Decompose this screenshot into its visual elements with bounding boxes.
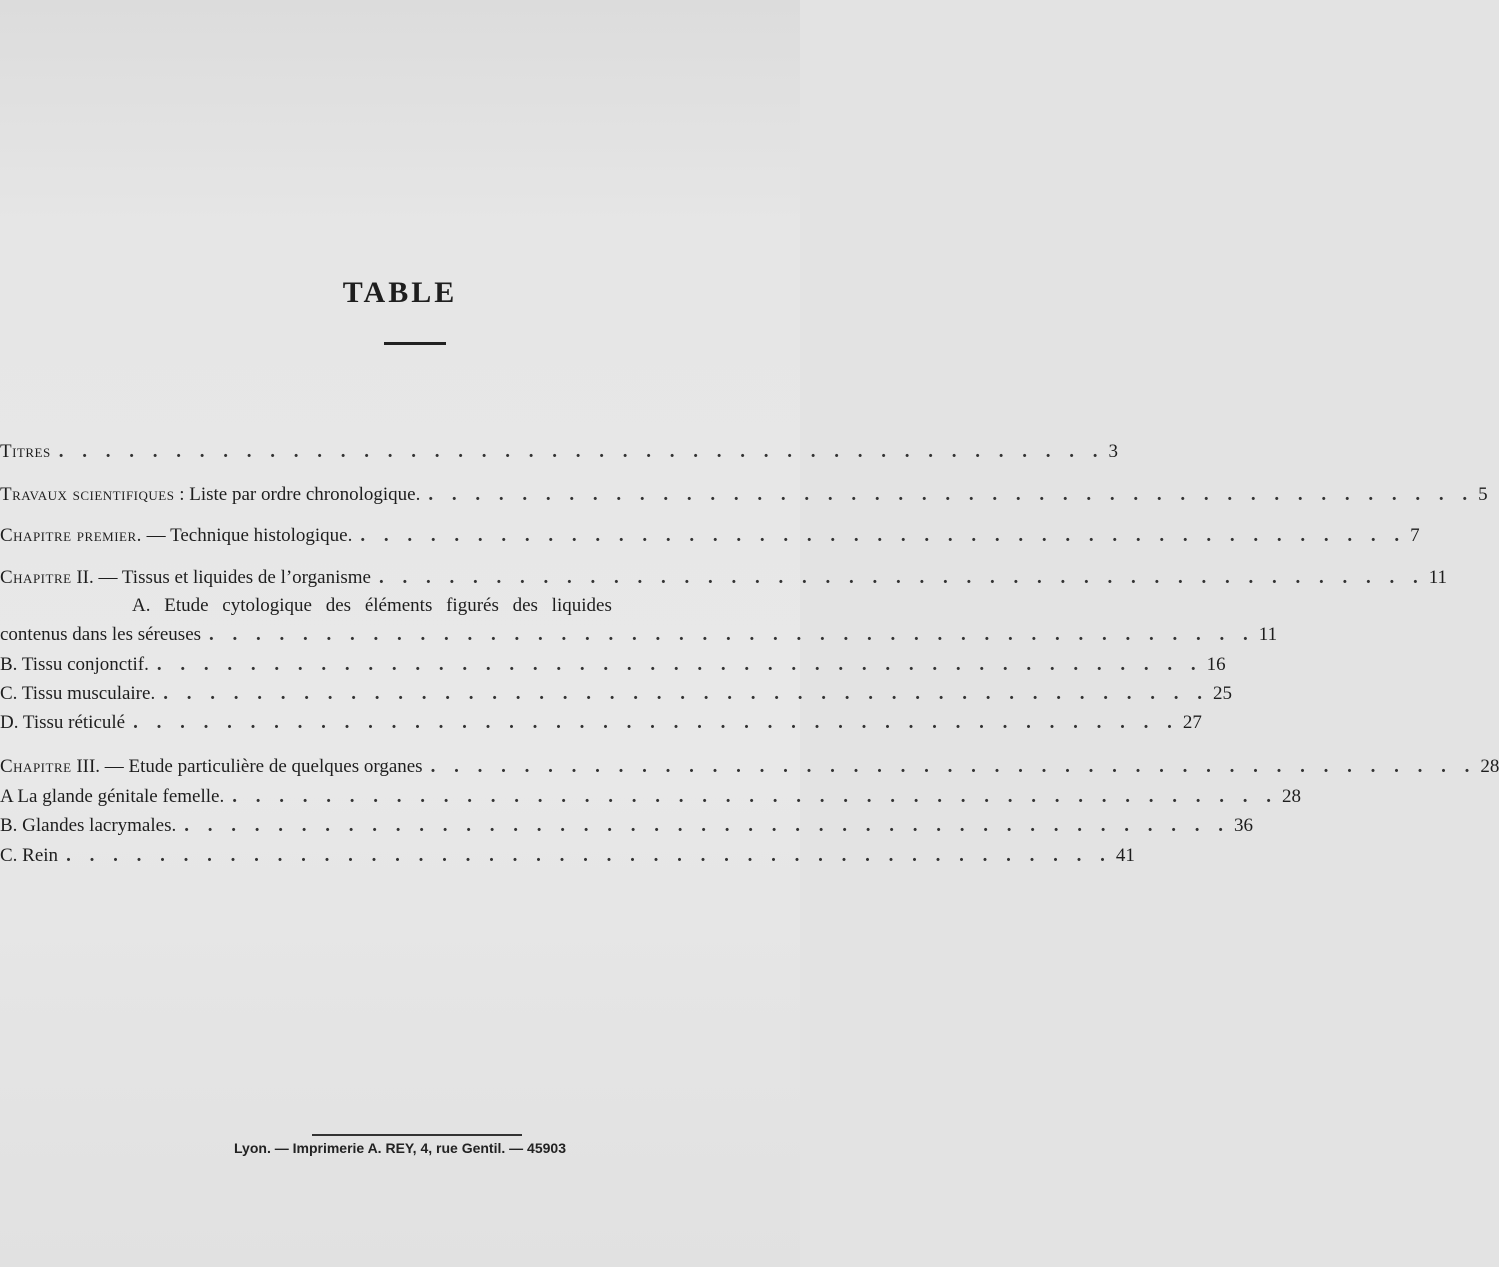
toc-entry-chapitre-3 [0,754,1499,780]
toc-entry-travaux [0,482,1488,508]
toc-page-number: 11 [1428,567,1448,588]
toc-label-continuation: contenus dans les séreuses [0,624,202,645]
toc-entry-rein [0,843,1135,869]
toc-entry-chapitre-2 [0,565,1448,591]
toc-entry-tissu-conjonctif [0,652,1226,678]
imprint-rule [312,1134,522,1136]
toc-label: Travaux scientifiques : Liste par ordre chronologique. [0,484,421,505]
toc-label: Titres [0,441,51,462]
leader-dots: . . . . . . . . . . . . . . . . . . . . . . . . . . . . . . . . . . . . . . . . . . . . . [133,712,1179,733]
leader-dots: . . . . . . . . . . . . . . . . . . . . . . . . . . . . . . . . . . . . . . . . . . . . . [58,441,1105,462]
toc-page-number: 11 [1258,624,1278,645]
page-title: TABLE [342,276,458,309]
toc-page-number: 27 [1182,712,1202,733]
toc-page-number: 41 [1115,845,1135,866]
leader-dots: . . . . . . . . . . . . . . . . . . . . . . . . . . . . . . . . . . . . . . . . . . . . . [360,525,1407,546]
toc-page-number: 28 [1281,786,1301,807]
toc-page-number: 5 [1478,484,1488,505]
toc-page-number: 3 [1108,441,1118,462]
toc-entry-glandes-lacrymales [0,813,1253,839]
toc-entry-titres [0,439,1118,465]
toc-label: B. Tissu conjonctif. [0,654,149,675]
toc-page-number: 25 [1212,683,1232,704]
leader-dots: . . . . . . . . . . . . . . . . . . . . . . . . . . . . . . . . . . . . . . . . . . . . . [232,786,1278,807]
toc-entry-tissu-musculaire [0,681,1232,707]
toc-page-number: 28 [1480,756,1499,777]
toc-label: D. Tissu réticulé [0,712,126,733]
printer-imprint: Lyon. — Imprimerie A. REY, 4, rue Gentil. — 45903 [234,1140,566,1156]
toc-page-number: 16 [1206,654,1226,675]
leader-dots: . . . . . . . . . . . . . . . . . . . . . . . . . . . . . . . . . . . . . . . . . . . . . [428,484,1475,505]
toc-label: Chapitre premier. — Technique histologique. [0,525,353,546]
leader-dots: . . . . . . . . . . . . . . . . . . . . . . . . . . . . . . . . . . . . . . . . . . . . . [430,756,1477,777]
toc-label: Chapitre III. — Etude particulière de quelques organes [0,756,423,777]
leader-dots: . . . . . . . . . . . . . . . . . . . . . . . . . . . . . . . . . . . . . . . . . . . . . [163,683,1209,704]
toc-page-number: 7 [1410,525,1420,546]
leader-dots: . . . . . . . . . . . . . . . . . . . . . . . . . . . . . . . . . . . . . . . . . . . . . [379,567,1425,588]
leader-dots: . . . . . . . . . . . . . . . . . . . . . . . . . . . . . . . . . . . . . . . . . . . . . [184,815,1230,836]
toc-label: A La glande génitale femelle. [0,786,225,807]
toc-label: Chapitre II. — Tissus et liquides de l’organisme [0,567,371,588]
toc-label: B. Glandes lacrymales. [0,815,177,836]
toc-label: C. Tissu musculaire. [0,683,156,704]
toc-label: A. Etude cytologique des éléments figurés des liquides [132,595,612,616]
leader-dots: . . . . . . . . . . . . . . . . . . . . . . . . . . . . . . . . . . . . . . . . . . . . . [209,624,1255,645]
toc-entry-chapitre-premier [0,523,1420,549]
toc-entry-tissu-reticule [0,710,1202,736]
leader-dots: . . . . . . . . . . . . . . . . . . . . . . . . . . . . . . . . . . . . . . . . . . . . . [66,845,1112,866]
title-rule [384,342,446,345]
toc-label: C. Rein [0,845,59,866]
toc-entry-etude-cytologique [0,622,1278,648]
toc-entry-glande-genitale [0,784,1301,810]
leader-dots: . . . . . . . . . . . . . . . . . . . . . . . . . . . . . . . . . . . . . . . . . . . . . [156,654,1203,675]
toc-page-number: 36 [1233,815,1253,836]
